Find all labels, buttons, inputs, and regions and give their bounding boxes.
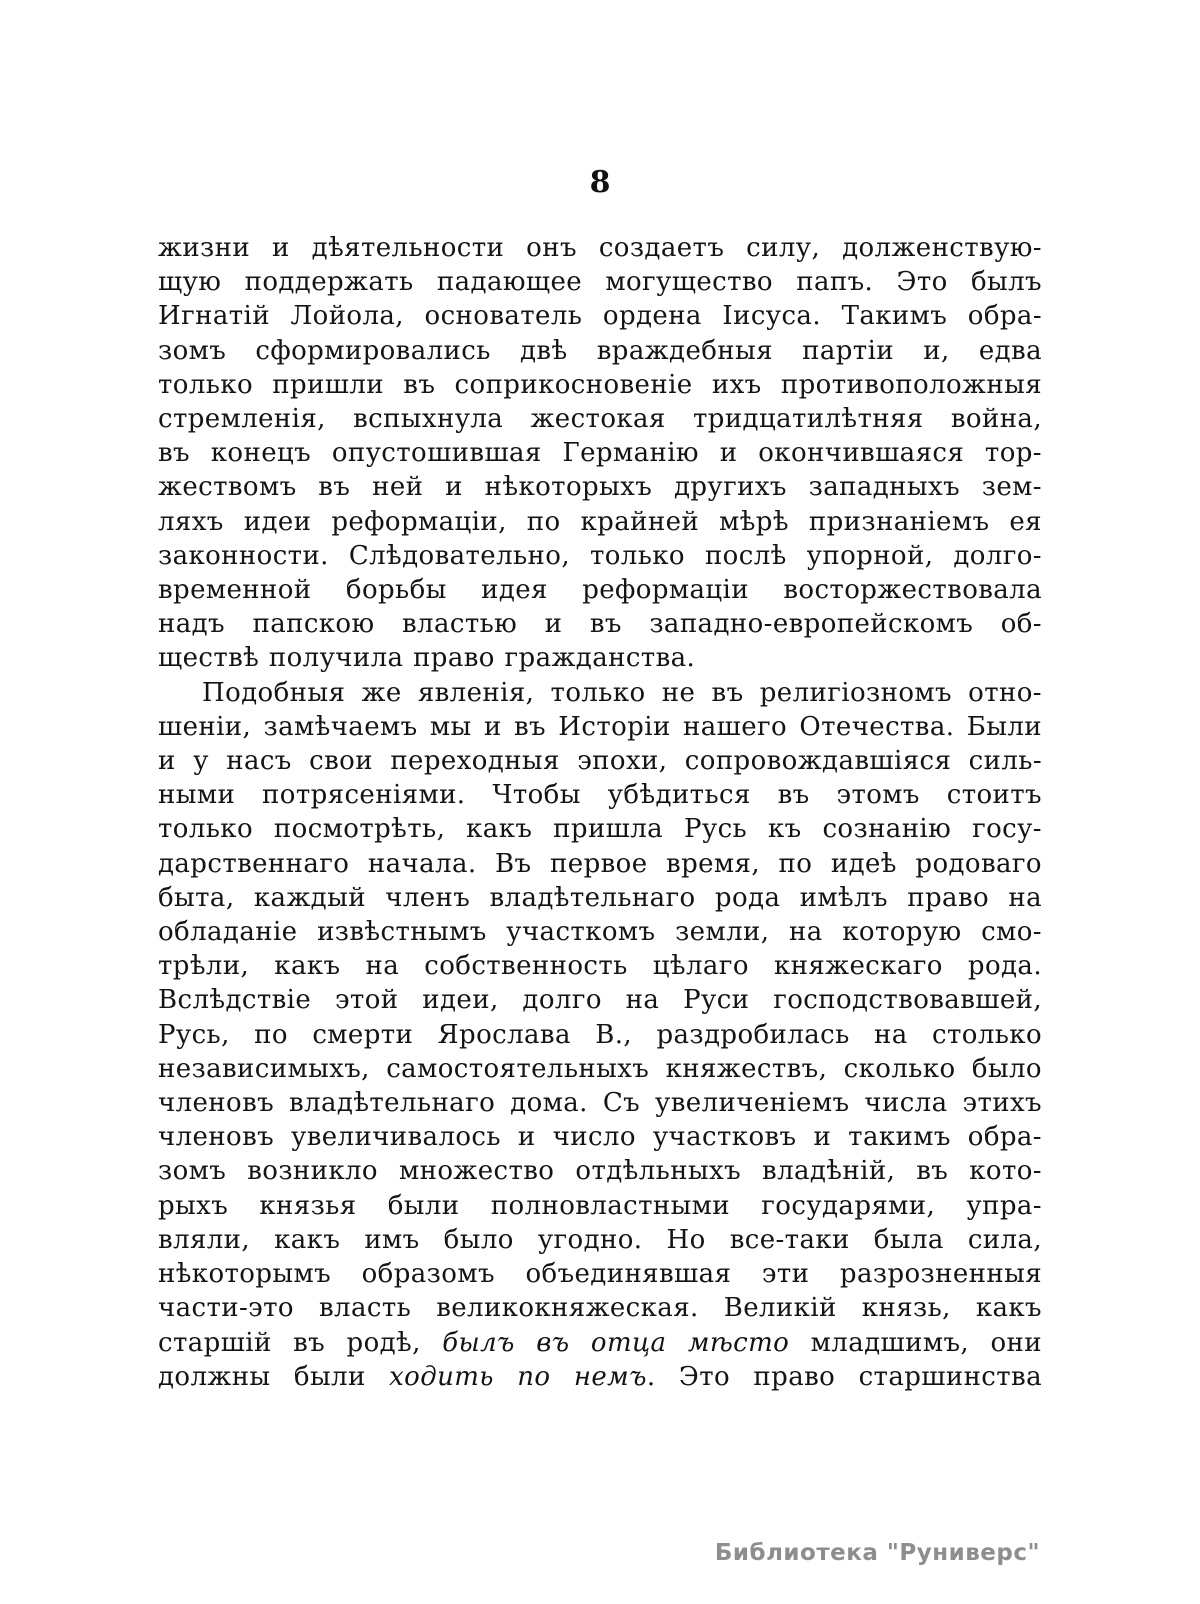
text-line [158,368,1042,402]
text-line [158,812,1042,846]
text-segment: . Это право старшинства [646,1361,1042,1392]
text-segment: части-это власть великокняжеская. Великій князь, какъ [158,1293,1042,1324]
text-segment: должны были [158,1361,390,1392]
text-segment: быта, каждый членъ владѣтельнаго рода имѣлъ право на [158,882,1042,913]
paragraph [158,231,1042,676]
text-line [158,607,1042,641]
italic-text-segment: былъ въ отца мѣсто [442,1327,790,1358]
text-segment: членовъ увеличивалось и число участковъ и такимъ обра- [158,1122,1042,1153]
text-line [158,1257,1042,1291]
text-segment: ляхъ идеи реформаціи, по крайней мѣрѣ признаніемъ ея [158,506,1042,537]
text-segment: ществѣ получила право гражданства. [158,643,696,674]
text-segment: ными потрясеніями. Чтобы убѣдиться въ этомъ стоитъ [158,780,1042,811]
text-segment: зомъ сформировались двѣ враждебныя партіи и, едва [158,335,1042,366]
text-line [158,1223,1042,1257]
text-line [158,1291,1042,1325]
text-line [158,881,1042,915]
library-watermark: Библиотека "Руниверс" [714,1540,1040,1566]
text-segment: младшимъ, они [789,1327,1042,1358]
page-text-block [158,231,1042,1394]
text-line [158,744,1042,778]
text-line [158,573,1042,607]
text-line [158,470,1042,504]
text-segment: временной борьбы идея реформаціи восторжествовала [158,575,1042,606]
text-line [158,778,1042,812]
text-segment: законности. Слѣдовательно, только послѣ упорной, долго- [158,540,1042,571]
text-line [158,505,1042,539]
text-segment: старшій въ родѣ, [158,1327,443,1358]
text-segment: нѣкоторымъ образомъ объединявшая эти разрозненныя [158,1259,1042,1290]
text-line [158,1360,1042,1394]
text-segment: трѣли, какъ на собственность цѣлаго княжескаго рода. [158,951,1042,982]
text-line [158,1052,1042,1086]
text-line [158,847,1042,881]
text-line [158,676,1042,710]
text-line [158,1120,1042,1154]
text-segment: независимыхъ, самостоятельныхъ княжествъ, сколько было [158,1053,1042,1084]
text-line [158,1326,1042,1360]
text-segment: Русь, по смерти Ярослава В., раздробилась на столько [158,1019,1042,1050]
text-segment: въ конецъ опустошившая Германію и окончившаяся тор- [158,438,1042,469]
italic-text-segment: ходить по немъ [389,1361,647,1392]
text-line [158,334,1042,368]
text-line [158,299,1042,333]
text-line [158,436,1042,470]
text-line [158,265,1042,299]
text-segment: зомъ возникло множество отдѣльныхъ владѣній, въ кото- [158,1156,1042,1187]
text-segment: Вслѣдствіе этой идеи, долго на Руси господствовавшей, [158,985,1042,1016]
page-number: 8 [589,165,611,200]
text-line [158,539,1042,573]
text-segment: вляли, какъ имъ было угодно. Но все-таки была сила, [158,1224,1042,1255]
text-segment: Игнатій Лойола, основатель ордена Іисуса. Такимъ обра- [158,301,1042,332]
text-line [158,710,1042,744]
text-segment: стремленія, вспыхнула жестокая тридцатилѣтняя война, [158,404,1042,435]
text-segment: шеніи, замѣчаемъ мы и въ Исторіи нашего Отечества. Были [158,711,1042,742]
text-line [158,641,1042,675]
text-segment: и у насъ свои переходныя эпохи, сопровождавшіяся силь- [158,746,1042,777]
text-line [158,231,1042,265]
text-segment: жизни и дѣятельности онъ создаетъ силу, долженствую- [158,233,1042,263]
text-segment: жествомъ въ ней и нѣкоторыхъ другихъ западныхъ зем- [158,472,1042,503]
text-line [158,983,1042,1017]
text-segment: дарственнаго начала. Въ первое время, по идеѣ родоваго [158,848,1042,879]
text-segment: только пришли въ соприкосновеніе ихъ противоположныя [158,369,1042,400]
text-line [158,1189,1042,1223]
text-line [158,949,1042,983]
text-segment: членовъ владѣтельнаго дома. Съ увеличеніемъ числа этихъ [158,1088,1042,1119]
text-segment: надъ папскою властью и въ западно-европейскомъ об- [158,609,1042,640]
text-segment: Подобныя же явленія, только не въ религіозномъ отно- [202,677,1042,708]
paragraph [158,676,1042,1394]
text-segment: только посмотрѣть, какъ пришла Русь къ сознанію госу- [158,814,1042,845]
text-line [158,915,1042,949]
text-line [158,1018,1042,1052]
text-line [158,1086,1042,1120]
text-segment: рыхъ князья были полновластными государями, упра- [158,1190,1042,1221]
text-segment: обладаніе извѣстнымъ участкомъ земли, на которую смо- [158,917,1042,948]
text-line [158,402,1042,436]
text-line [158,1154,1042,1188]
text-segment: щую поддержать падающее могущество папъ. Это былъ [158,267,1042,298]
